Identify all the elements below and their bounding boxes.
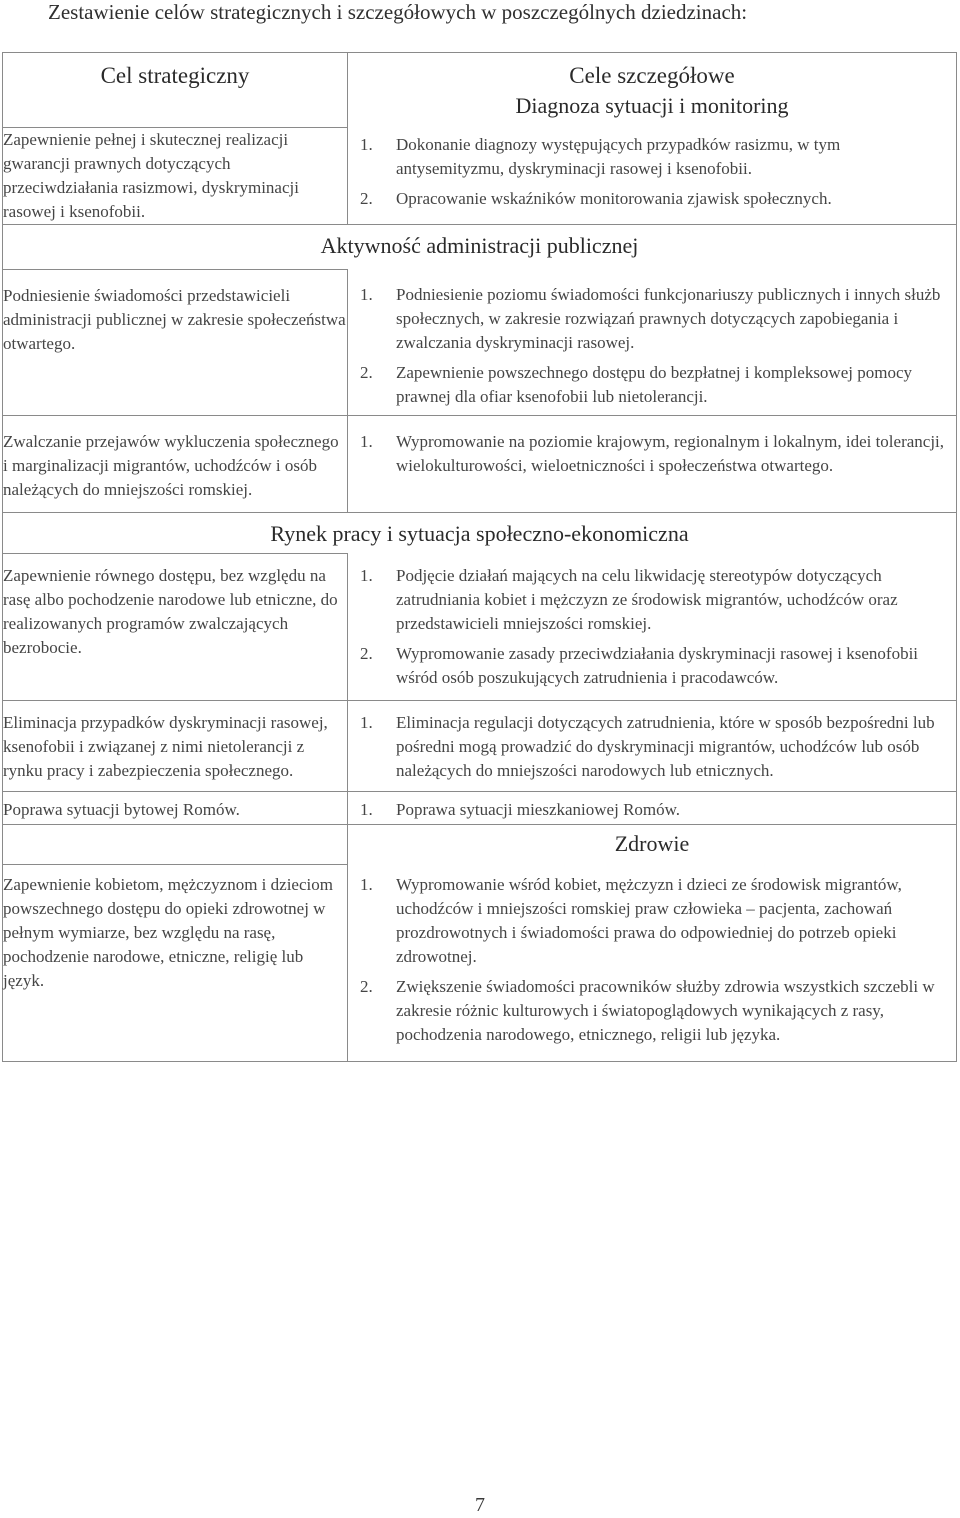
strategic-goal: Zapewnienie pełnej i skutecznej realizacji gwarancji prawnych dotyczących przeciwdziałania rasizmowi, dyskryminacji rasowej i ksenofobii.	[3, 127, 348, 224]
list-item: 1. Wypromowanie wśród kobiet, mężczyzn i dzieci ze środowisk migrantów, uchodźców i mniejszości romskiej praw człowieka – pacjenta, zachowań prozdrowotnych i świadomości prawa do odpowiedniej do potrzeb opieki zdrowotnej.	[360, 874, 902, 966]
strategic-goal: Zapewnienie równego dostępu, bez względu na rasę albo pochodzenie narodowe lub etniczne, do realizowanych programów zwalczających bezrobocie.	[3, 554, 348, 701]
specific-goals-cell	[348, 269, 957, 416]
section-header-row	[3, 513, 957, 554]
specific-goals-cell	[348, 865, 957, 1062]
specific-goals-list	[348, 283, 956, 409]
header-strategic: Cel strategiczny	[3, 53, 348, 128]
specific-goals-cell	[348, 127, 957, 224]
strategic-goal: Zapewnienie kobietom, mężczyznom i dzieciom powszechnego dostępu do opieki zdrowotnej w pełnym wymiarze, bez względu na rasę, pochodzenie narodowe, etniczne, religię lub język.	[3, 865, 348, 1062]
specific-goals-list	[348, 564, 956, 690]
strategic-goal: Eliminacja przypadków dyskryminacji rasowej, ksenofobii i związanej z nimi nietolerancji z rynku pracy i zabezpieczenia społecznego.	[3, 700, 348, 791]
specific-goals-list	[348, 711, 956, 783]
table-row	[3, 700, 957, 791]
specific-goals-cell	[348, 791, 957, 824]
strategic-goal: Poprawa sytuacji bytowej Romów.	[3, 791, 348, 824]
table-header-row	[3, 53, 957, 90]
list-item: 1. Dokonanie diagnozy występujących przypadków rasizmu, w tym antysemityzmu, dyskryminacji rasowej i ksenofobii.	[360, 135, 841, 178]
list-item: 2. Zwiększenie świadomości pracowników służby zdrowia wszystkich szczebli w zakresie różnic kulturowych i światopoglądowych wynikających z rasy, pochodzenia narodowego, etnicznego, religii lub języka.	[360, 976, 935, 1044]
section-title: Rynek pracy i sytuacja społeczno-ekonomiczna	[270, 521, 689, 546]
table-row	[3, 865, 957, 1062]
strategic-goal: Zwalczanie przejawów wykluczenia społecznego i marginalizacji migrantów, uchodźców i osób należących do mniejszości romskiej.	[3, 416, 348, 513]
table-row	[3, 554, 957, 701]
list-item: 1. Podjęcie działań mających na celu likwidację stereotypów dotyczących zatrudniania kobiet i mężczyzn ze środowisk migrantów, uchodźców oraz przedstawicieli mniejszości romskiej.	[360, 565, 898, 633]
page-title: Zestawienie celów strategicznych i szczegółowych w poszczególnych dziedzinach:	[48, 0, 748, 24]
list-item: 2. Zapewnienie powszechnego dostępu do bezpłatnej i kompleksowej pomocy prawnej dla ofiar ksenofobii lub nietolerancji.	[360, 363, 912, 406]
header-specific: Cele szczegółowe	[348, 53, 957, 90]
specific-goals-cell	[348, 700, 957, 791]
list-item: 1. Poprawa sytuacji mieszkaniowej Romów.	[360, 799, 681, 819]
specific-goals-list	[348, 133, 956, 211]
list-item: 2. Wypromowanie zasady przeciwdziałania dyskryminacji rasowej i ksenofobii wśród osób poszukujących zatrudnienia i pracodawców.	[360, 643, 919, 687]
list-item: 2. Opracowanie wskaźników monitorowania zjawisk społecznych.	[360, 189, 832, 208]
table-row	[3, 791, 957, 824]
goals-table	[2, 52, 957, 1062]
specific-goals-cell	[348, 416, 957, 513]
table-row	[3, 269, 957, 416]
section-title: Zdrowie	[614, 830, 690, 856]
section-title: Diagnoza sytuacji i monitoring	[515, 93, 789, 118]
table-row	[3, 416, 957, 513]
specific-goals-list	[348, 873, 956, 1047]
specific-goals-list	[348, 798, 956, 822]
list-item: 1. Wypromowanie na poziomie krajowym, regionalnym i lokalnym, idei tolerancji, wielokulturowości, wieloetniczności i społeczeństwa otwartego.	[360, 432, 945, 475]
list-item: 1. Eliminacja regulacji dotyczących zatrudnienia, które w sposób bezpośredni lub pośredni mogą prowadzić do dyskryminacji migrantów, uchodźców lub osób należących do mniejszości narodowych lub etnicznych.	[360, 712, 935, 780]
list-item: 1. Podniesienie poziomu świadomości funkcjonariuszy publicznych i innych służb społecznych, w zakresie rozwiązań prawnych dotyczących zapobiegania i zwalczania dyskryminacji rasowej.	[360, 285, 941, 352]
strategic-goal: Podniesienie świadomości przedstawicieli administracji publicznej w zakresie społeczeństwa otwartego.	[3, 269, 348, 416]
section-header-row	[3, 224, 957, 269]
section-title: Aktywność administracji publicznej	[320, 232, 639, 258]
table-row	[3, 127, 957, 224]
specific-goals-list	[348, 430, 956, 478]
specific-goals-cell	[348, 554, 957, 701]
page-number: 7	[475, 1494, 485, 1516]
section-header-row	[3, 824, 957, 865]
